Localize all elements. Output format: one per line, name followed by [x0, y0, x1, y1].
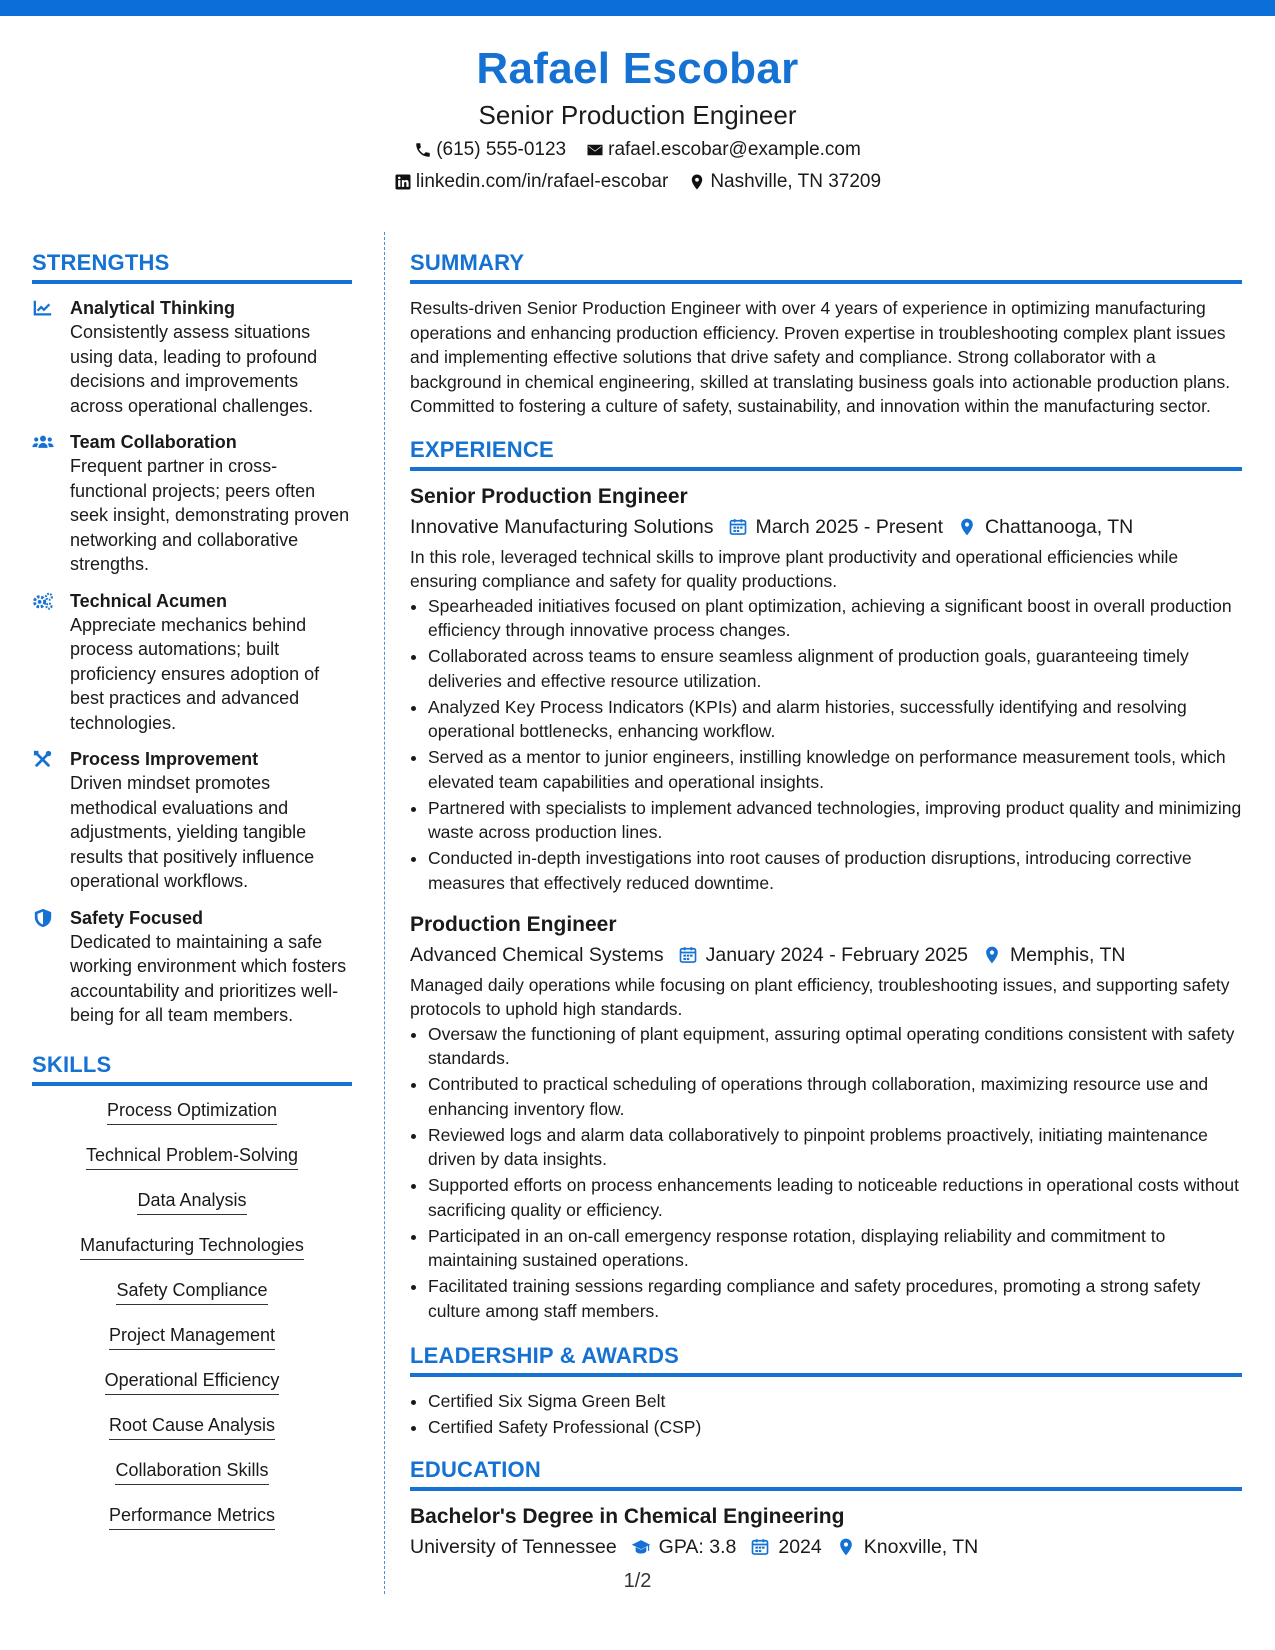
strength-title: Process Improvement — [70, 749, 259, 769]
calendar-icon — [678, 945, 698, 965]
phone-contact — [414, 138, 566, 162]
skills-list — [32, 1098, 352, 1548]
strengths-heading: STRENGTHS — [32, 248, 352, 284]
skill-item: Process Optimization — [107, 1098, 277, 1125]
map-pin-icon — [982, 945, 1002, 965]
job-meta — [410, 941, 1242, 969]
strength-item — [32, 906, 352, 1028]
strength-item — [32, 296, 352, 418]
strength-desc: Appreciate mechanics behind process automations; built proficiency ensures adoption of best practices and advanced technologies. — [70, 614, 320, 733]
skill-item: Manufacturing Technologies — [80, 1233, 304, 1260]
strength-desc: Frequent partner in cross-functional projects; peers often seek insight, demonstrating proven networking and collaborative strengths. — [70, 456, 350, 574]
summary-text: Results-driven Senior Production Engineer with over 4 years of experience in optimizing manufacturing operations and enhancing production efficiency. Proven expertise in troubleshooting complex plant issues and implementing effective solutions that drive safety and compliance. Strong collaborator with a background in chemical engineering, skilled at translating business goals into actionable production plans. Committed to fostering a culture of safety, sustainability, and innovation within the manufacturing sector. — [410, 298, 1231, 416]
job-bullet: • Facilitated training sessions regarding compliance and safety procedures, promoting a strong safety culture among staff members. — [428, 1274, 1242, 1323]
skill-item: Data Analysis — [137, 1188, 246, 1215]
job-entry — [410, 483, 1242, 896]
award-item: • Certified Safety Professional (CSP) — [428, 1415, 1242, 1440]
job-bullet: • Reviewed logs and alarm data collaboratively to pinpoint problems proactively, initiating maintenance driven by data insights. — [428, 1123, 1242, 1172]
chart-line-icon — [32, 298, 54, 318]
tools-icon — [32, 749, 54, 769]
shield-icon — [32, 908, 54, 928]
job-bullet: • Conducted in-depth investigations into root causes of production disruptions, introducing corrective measures that effectively reduced downtime. — [428, 846, 1242, 895]
calendar-icon — [728, 517, 748, 537]
job-bullet: • Oversaw the functioning of plant equipment, assuring optimal operating conditions consistent with safety standards. — [428, 1022, 1242, 1071]
contact-row-1 — [0, 138, 1275, 162]
location-contact — [688, 170, 881, 194]
skill-item: Performance Metrics — [109, 1503, 275, 1530]
job-title: Senior Production Engineer — [410, 484, 688, 508]
job-bullet: • Analyzed Key Process Indicators (KPIs) and alarm histories, successfully identifying and resolving operational bottlenecks, enhancing workflow. — [428, 695, 1242, 744]
skill-item: Root Cause Analysis — [109, 1413, 275, 1440]
awards-list — [410, 1389, 1242, 1440]
award-item: • Certified Six Sigma Green Belt — [428, 1389, 1242, 1414]
job-intro: In this role, leveraged technical skills to improve plant productivity and operational efficiencies while ensuring compliance and safety for quality productions. — [410, 546, 1179, 591]
contact-row-2 — [0, 170, 1275, 194]
job-bullets — [410, 1022, 1242, 1324]
map-pin-icon — [836, 1537, 856, 1557]
right-column — [410, 248, 1242, 1565]
calendar-icon — [750, 1537, 770, 1557]
job-meta — [410, 513, 1242, 541]
left-column — [32, 248, 352, 1548]
strength-desc: Driven mindset promotes methodical evaluations and adjustments, yielding tangible results that positively influence operational workflows. — [70, 773, 315, 891]
strength-title: Team Collaboration — [70, 432, 237, 452]
strength-title: Safety Focused — [70, 907, 204, 928]
degree-title: Bachelor's Degree in Chemical Engineering — [410, 1504, 845, 1528]
linkedin-icon — [394, 173, 412, 191]
education-meta — [410, 1533, 1242, 1561]
email-text[interactable]: rafael.escobar@example.com — [608, 139, 861, 160]
strength-title: Technical Acumen — [70, 590, 228, 611]
education-location: Knoxville, TN — [863, 1535, 979, 1558]
job-dates: March 2025 - Present — [755, 515, 944, 538]
job-dates: January 2024 - February 2025 — [705, 943, 968, 966]
linkedin-contact[interactable] — [394, 170, 668, 194]
strength-item — [32, 589, 352, 736]
map-pin-icon — [957, 517, 977, 537]
education-year: 2024 — [778, 1535, 822, 1558]
job-entry — [410, 911, 1242, 1324]
job-bullet: • Supported efforts on process enhancements leading to noticeable reductions in operational costs without sacrificing quality or efficiency. — [428, 1173, 1242, 1222]
envelope-icon — [586, 141, 604, 159]
map-pin-icon — [688, 173, 706, 191]
summary-heading: SUMMARY — [410, 248, 1242, 284]
email-contact[interactable] — [586, 138, 861, 162]
job-bullet: • Spearheaded initiatives focused on plant optimization, achieving a significant boost in overall production efficiency through innovative process changes. — [428, 594, 1242, 643]
location-text: Nashville, TN 37209 — [710, 171, 882, 192]
strength-item — [32, 747, 352, 894]
awards-heading: LEADERSHIP & AWARDS — [410, 1341, 1242, 1377]
skills-heading: SKILLS — [32, 1050, 352, 1086]
top-accent-bar — [0, 0, 1275, 16]
education-heading: EDUCATION — [410, 1455, 1242, 1491]
users-icon — [32, 432, 54, 452]
job-company: Innovative Manufacturing Solutions — [410, 515, 714, 538]
strength-desc: Consistently assess situations using data, leading to profound decisions and improvements across operational challenges. — [70, 322, 318, 416]
strength-item — [32, 430, 352, 577]
job-bullets — [410, 594, 1242, 896]
job-location: Memphis, TN — [1009, 943, 1126, 966]
experience-heading: EXPERIENCE — [410, 435, 1242, 471]
phone-text: (615) 555-0123 — [436, 139, 567, 160]
job-intro: Managed daily operations while focusing on plant efficiency, troubleshooting issues, and supporting safety protocols to uphold high standards. — [410, 974, 1230, 1019]
strength-title: Analytical Thinking — [70, 298, 236, 318]
school-name: University of Tennessee — [410, 1535, 617, 1558]
skill-item: Operational Efficiency — [105, 1368, 280, 1395]
candidate-name: Rafael Escobar — [476, 44, 799, 93]
graduation-cap-icon — [631, 1537, 651, 1557]
skill-item: Collaboration Skills — [115, 1458, 268, 1485]
skill-item: Technical Problem-Solving — [86, 1143, 298, 1170]
candidate-role: Senior Production Engineer — [478, 100, 797, 130]
resume-header — [0, 38, 1275, 194]
gears-icon — [32, 591, 54, 611]
job-bullet: • Participated in an on-call emergency response rotation, displaying reliability and commitment to maintaining sustained operations. — [428, 1224, 1242, 1273]
job-bullet: • Partnered with specialists to implement advanced technologies, improving product quality and minimizing waste across production lines. — [428, 796, 1242, 845]
linkedin-text[interactable]: linkedin.com/in/rafael-escobar — [415, 171, 669, 192]
job-title: Production Engineer — [410, 912, 617, 936]
strength-desc: Dedicated to maintaining a safe working environment which fosters accountability and prioritizes well-being for all team members. — [70, 931, 347, 1025]
job-bullet: • Contributed to practical scheduling of operations through collaboration, maximizing resource use and enhancing inventory flow. — [428, 1072, 1242, 1121]
phone-icon — [414, 141, 432, 159]
job-location: Chattanooga, TN — [985, 515, 1134, 538]
job-bullet: • Served as a mentor to junior engineers, instilling knowledge on performance measurement tools, which elevated team capabilities and operational insights. — [428, 745, 1242, 794]
job-bullet: • Collaborated across teams to ensure seamless alignment of production goals, guaranteeing timely deliveries and effective resource utilization. — [428, 644, 1242, 693]
gpa-text: GPA: 3.8 — [658, 1535, 737, 1558]
column-divider — [384, 232, 385, 1594]
skill-item: Safety Compliance — [116, 1278, 267, 1305]
job-company: Advanced Chemical Systems — [410, 943, 664, 966]
page-indicator: 1/2 — [623, 1570, 652, 1592]
skill-item: Project Management — [109, 1323, 275, 1350]
